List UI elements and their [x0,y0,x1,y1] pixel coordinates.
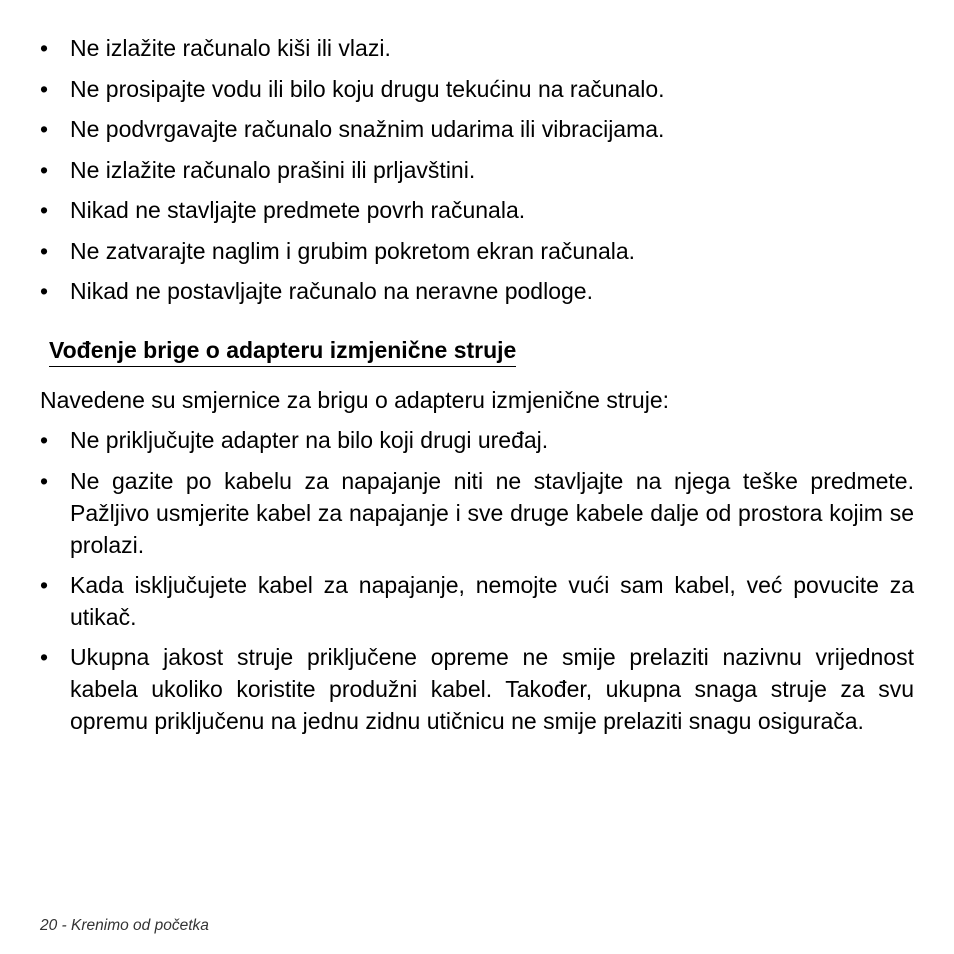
section-intro: Navedene su smjernice za brigu o adapteru izmjenične struje: [40,387,669,413]
bullet-icon: • [40,468,49,494]
list-item [40,275,914,307]
bullet-icon: • [40,237,49,264]
bullet-icon: • [40,572,49,598]
list-item [40,235,914,267]
bullet-icon: • [40,35,49,61]
list-item [40,113,914,145]
bullet-icon: • [40,75,49,102]
list-item-text: Ne prosipajte vodu ili bilo koju drugu tekućinu na računalo. [70,75,665,102]
list-item-text: Nikad ne postavljajte računalo na neravne podloge. [70,278,593,304]
computer-care-list [40,32,914,316]
list-item-text: Ne izlažite računalo kiši ili vlazi. [70,35,391,61]
list-item-text: Ne gazite po kabelu za napajanje niti ne stavljajte na njega teške predmete. Pažljivo usmjerite kabel za napajanje i sve druge kabele dalje od prostora kojim se prolazi. [70,468,914,558]
list-item [40,641,914,737]
section-heading: Vođenje brige o adapteru izmjenične struje [49,334,516,367]
list-item-text: Kada isključujete kabel za napajanje, nemojte vući sam kabel, već povucite za utikač. [70,572,914,630]
list-item [40,424,914,456]
list-item [40,465,914,561]
list-item-text: Ukupna jakost struje priključene opreme ne smije prelaziti nazivnu vrijednost kabela ukoliko koristite produžni kabel. Također, ukupna snaga struje za svu opremu priključenu na jednu zidnu utičnicu ne smije prelaziti snagu osigurača. [70,644,914,734]
bullet-icon: • [40,427,49,453]
list-item-text: Ne priključujte adapter na bilo koji drugi uređaj. [70,427,549,453]
list-item-text: Ne zatvarajte naglim i grubim pokretom ekran računala. [70,237,636,264]
list-item [40,154,914,186]
list-item-text: Ne podvrgavajte računalo snažnim udarima ili vibracijama. [70,116,665,142]
list-item [40,73,914,105]
list-item-text: Ne izlažite računalo prašini ili prljavštini. [70,156,476,183]
bullet-icon: • [40,116,49,142]
bullet-icon: • [40,156,49,183]
bullet-icon: • [40,644,49,670]
page-footer: 20 - Krenimo od početka [40,917,209,934]
adapter-care-list [40,424,914,737]
list-item-text: Nikad ne stavljajte predmete povrh računala. [70,197,526,223]
bullet-icon: • [40,278,49,304]
list-item [40,194,914,226]
bullet-icon: • [40,197,49,223]
list-item [40,32,914,64]
list-item [40,569,914,633]
